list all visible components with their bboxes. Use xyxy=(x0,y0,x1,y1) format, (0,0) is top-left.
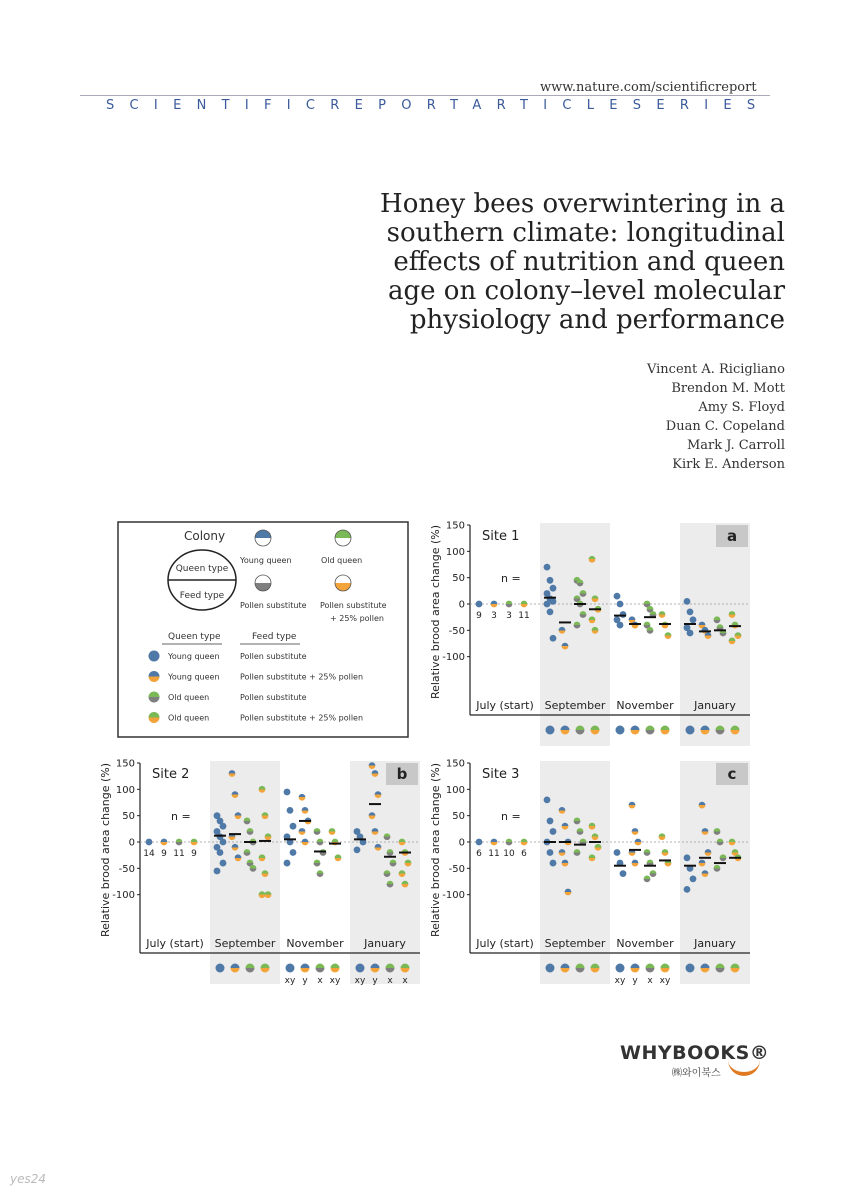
data-point xyxy=(521,601,528,608)
data-point xyxy=(702,870,709,877)
group-swatch xyxy=(686,726,695,735)
group-swatch xyxy=(616,726,625,735)
group-swatch xyxy=(216,964,225,973)
shaded-month-column xyxy=(210,761,280,984)
legend-row-feed: Pollen substitute xyxy=(240,693,307,702)
category-label: September xyxy=(544,699,606,712)
data-point xyxy=(250,865,257,872)
panel-letter: a xyxy=(726,527,738,545)
data-point xyxy=(235,854,242,861)
data-point xyxy=(632,828,639,835)
data-point xyxy=(559,807,566,814)
data-point xyxy=(550,585,557,592)
significance-letter: xy xyxy=(354,976,366,986)
data-point xyxy=(402,881,409,888)
data-point xyxy=(399,839,406,846)
legend-young-queen-label: Young queen xyxy=(240,556,292,565)
legend-pollen-substitute-label: Pollen substitute xyxy=(240,601,307,610)
data-point xyxy=(547,849,554,856)
legend-col-feed: Feed type xyxy=(252,632,297,642)
n-count: 9 xyxy=(476,611,482,621)
data-point xyxy=(375,791,382,798)
data-point xyxy=(375,844,382,851)
data-point xyxy=(387,849,394,856)
data-point xyxy=(580,590,587,597)
n-count: 9 xyxy=(161,849,167,859)
data-point xyxy=(702,828,709,835)
y-axis-label: Relative brood area change (%) xyxy=(429,524,442,700)
data-point xyxy=(574,622,581,629)
data-point xyxy=(592,833,599,840)
y-axis-label: Relative brood area change (%) xyxy=(429,762,442,938)
y-tick-label: 100 xyxy=(445,784,465,796)
legend-row-queen: Old queen xyxy=(168,713,210,723)
data-point xyxy=(369,762,376,769)
data-point xyxy=(232,844,239,851)
data-point xyxy=(574,849,581,856)
data-point xyxy=(550,598,557,605)
group-swatch xyxy=(261,964,270,973)
data-point xyxy=(577,580,584,587)
category-label: November xyxy=(286,937,344,950)
data-point xyxy=(547,609,554,616)
n-count: 9 xyxy=(191,849,197,859)
y-tick-label: 50 xyxy=(122,811,135,823)
group-swatch xyxy=(231,964,240,973)
n-count: 3 xyxy=(491,611,497,621)
data-point xyxy=(335,854,342,861)
significance-letter: y xyxy=(632,976,638,986)
group-swatch xyxy=(356,964,365,973)
data-point xyxy=(662,622,669,629)
data-point xyxy=(247,828,254,835)
data-point xyxy=(384,870,391,877)
group-swatch xyxy=(646,964,655,973)
group-swatch xyxy=(716,964,725,973)
shaded-month-column xyxy=(680,761,750,984)
group-swatch xyxy=(561,726,570,735)
data-point xyxy=(302,807,309,814)
y-tick-label: -50 xyxy=(448,625,465,637)
data-point xyxy=(244,818,251,825)
data-point xyxy=(589,823,596,830)
y-tick-label: 100 xyxy=(115,784,135,796)
data-point xyxy=(699,802,706,809)
data-point xyxy=(317,839,324,846)
legend-row-swatch xyxy=(149,692,160,703)
significance-letter: y xyxy=(372,976,378,986)
data-point xyxy=(714,865,721,872)
category-label: January xyxy=(694,937,736,950)
data-point xyxy=(399,870,406,877)
data-point xyxy=(320,849,327,856)
data-point xyxy=(384,833,391,840)
data-point xyxy=(617,601,624,608)
y-tick-label: -50 xyxy=(118,863,135,875)
data-point xyxy=(720,854,727,861)
n-count: 11 xyxy=(518,611,530,621)
y-tick-label: 50 xyxy=(452,573,465,585)
author-name: Kirk E. Anderson xyxy=(672,457,785,472)
legend-pollen-25-label-2: + 25% pollen xyxy=(330,614,384,623)
legend-row-queen: Old queen xyxy=(168,693,210,702)
data-point xyxy=(302,839,309,846)
publisher-logo xyxy=(620,1042,770,1079)
author-name: Mark J. Carroll xyxy=(686,438,785,453)
data-point xyxy=(372,770,379,777)
group-swatch xyxy=(591,726,600,735)
group-swatch xyxy=(576,726,585,735)
data-point xyxy=(635,839,642,846)
data-point xyxy=(589,556,596,563)
significance-letter: xy xyxy=(614,976,626,986)
legend-old-queen-swatch xyxy=(335,530,351,546)
group-swatch xyxy=(716,726,725,735)
category-label: November xyxy=(616,937,674,950)
shaded-month-column xyxy=(540,523,610,746)
data-point xyxy=(562,823,569,830)
data-point xyxy=(506,601,513,608)
y-tick-label: 0 xyxy=(128,837,135,849)
data-point xyxy=(317,870,324,877)
data-point xyxy=(220,839,227,846)
data-point xyxy=(577,828,584,835)
significance-letter: x xyxy=(387,976,393,986)
group-swatch xyxy=(701,726,710,735)
chart-panel-c xyxy=(429,759,750,987)
data-point xyxy=(290,823,297,830)
data-point xyxy=(259,891,266,898)
legend-box xyxy=(118,522,408,737)
data-point xyxy=(290,849,297,856)
y-tick-label: -100 xyxy=(442,652,465,664)
legend-pollen-substitute-swatch xyxy=(255,575,271,591)
group-swatch xyxy=(686,964,695,973)
chart-panel-a xyxy=(429,521,750,747)
data-point xyxy=(161,839,168,846)
data-point xyxy=(574,818,581,825)
data-point xyxy=(729,839,736,846)
data-point xyxy=(690,616,697,623)
data-point xyxy=(506,839,513,846)
n-label: n = xyxy=(501,572,521,585)
n-label: n = xyxy=(501,810,521,823)
data-point xyxy=(644,849,651,856)
n-count: 14 xyxy=(143,849,155,859)
data-point xyxy=(644,875,651,882)
data-point xyxy=(614,849,621,856)
legend-row-feed: Pollen substitute xyxy=(240,652,307,661)
significance-letter: xy xyxy=(284,976,296,986)
data-point xyxy=(191,839,198,846)
n-count: 11 xyxy=(173,849,185,859)
data-point xyxy=(665,632,672,639)
author-name: Duan C. Copeland xyxy=(665,419,785,434)
author-name: Brendon M. Mott xyxy=(671,381,785,396)
legend-old-queen-label: Old queen xyxy=(321,556,363,565)
data-point xyxy=(559,849,566,856)
data-point xyxy=(614,593,621,600)
group-swatch xyxy=(661,726,670,735)
data-point xyxy=(405,860,412,867)
author-name: Amy S. Floyd xyxy=(698,400,785,415)
n-count: 3 xyxy=(506,611,512,621)
group-swatch xyxy=(701,964,710,973)
data-point xyxy=(632,622,639,629)
data-point xyxy=(176,839,183,846)
legend-col-queen: Queen type xyxy=(168,632,221,642)
data-point xyxy=(214,868,221,875)
group-swatch xyxy=(661,964,670,973)
data-point xyxy=(659,833,666,840)
significance-letter: y xyxy=(302,976,308,986)
data-point xyxy=(562,643,569,650)
y-tick-label: -100 xyxy=(442,890,465,902)
data-point xyxy=(714,616,721,623)
data-point xyxy=(705,849,712,856)
data-point xyxy=(592,595,599,602)
data-point xyxy=(372,828,379,835)
legend-frame xyxy=(118,522,408,737)
data-point xyxy=(369,812,376,819)
legend-diagram-queen: Queen type xyxy=(175,564,229,574)
category-label: September xyxy=(544,937,606,950)
legend-row-swatch xyxy=(149,671,160,682)
data-point xyxy=(544,796,551,803)
y-tick-label: 0 xyxy=(458,599,465,611)
data-point xyxy=(620,611,627,618)
legend-colony-label: Colony xyxy=(184,529,226,543)
data-point xyxy=(265,891,272,898)
data-point xyxy=(265,833,272,840)
data-point xyxy=(659,611,666,618)
data-point xyxy=(491,601,498,608)
group-swatch xyxy=(591,964,600,973)
group-swatch xyxy=(631,964,640,973)
legend-row-queen: Young queen xyxy=(168,672,220,682)
data-point xyxy=(732,622,739,629)
category-label: January xyxy=(364,937,406,950)
y-tick-label: 150 xyxy=(445,520,465,532)
n-count: 6 xyxy=(521,849,527,859)
n-label: n = xyxy=(171,810,191,823)
data-point xyxy=(620,870,627,877)
data-point xyxy=(262,812,269,819)
data-point xyxy=(547,577,554,584)
data-point xyxy=(390,860,397,867)
publisher-swoosh-icon xyxy=(728,1060,760,1076)
data-point xyxy=(220,823,227,830)
data-point xyxy=(562,860,569,867)
y-tick-label: 100 xyxy=(445,546,465,558)
group-swatch xyxy=(246,964,255,973)
group-swatch xyxy=(316,964,325,973)
n-count: 10 xyxy=(503,849,515,859)
data-point xyxy=(284,860,291,867)
group-swatch xyxy=(546,964,555,973)
group-swatch xyxy=(546,726,555,735)
data-point xyxy=(299,828,306,835)
data-point xyxy=(662,849,669,856)
panel-letter: c xyxy=(727,765,737,783)
y-tick-label: 50 xyxy=(452,811,465,823)
data-point xyxy=(476,839,483,846)
data-point xyxy=(717,839,724,846)
series-banner: SCIENTIFICREPORTARTICLESERIES xyxy=(106,98,771,113)
data-point xyxy=(547,818,554,825)
y-tick-label: 150 xyxy=(115,758,135,770)
data-point xyxy=(565,889,572,896)
data-point xyxy=(491,839,498,846)
data-point xyxy=(714,828,721,835)
group-swatch xyxy=(301,964,310,973)
group-swatch xyxy=(331,964,340,973)
data-point xyxy=(244,849,251,856)
data-point xyxy=(329,828,336,835)
group-swatch xyxy=(646,726,655,735)
data-point xyxy=(314,860,321,867)
group-swatch xyxy=(286,964,295,973)
significance-letter: x xyxy=(402,976,408,986)
y-tick-label: -100 xyxy=(112,890,135,902)
data-point xyxy=(544,601,551,608)
journal-url[interactable]: www.nature.com/scientificreport xyxy=(540,80,757,95)
data-point xyxy=(650,870,657,877)
legend-pollen-25-swatch xyxy=(335,575,351,591)
legend-pollen-25-label-1: Pollen substitute xyxy=(320,601,387,610)
data-point xyxy=(684,886,691,893)
data-point xyxy=(632,860,639,867)
site-label: Site 3 xyxy=(482,767,520,782)
significance-letter: x xyxy=(317,976,323,986)
data-point xyxy=(735,632,742,639)
category-label: July (start) xyxy=(476,937,534,950)
significance-letter: xy xyxy=(329,976,341,986)
data-point xyxy=(550,828,557,835)
data-point xyxy=(647,627,654,634)
legend-row-swatch xyxy=(149,712,160,723)
data-point xyxy=(521,839,528,846)
data-point xyxy=(592,627,599,634)
data-point xyxy=(259,854,266,861)
data-point xyxy=(595,844,602,851)
site-label: Site 2 xyxy=(152,767,190,782)
data-point xyxy=(387,881,394,888)
data-point xyxy=(729,637,736,644)
group-swatch xyxy=(561,964,570,973)
category-label: July (start) xyxy=(146,937,204,950)
legend-row-queen: Young queen xyxy=(168,652,220,661)
significance-letter: xy xyxy=(659,976,671,986)
data-point xyxy=(687,609,694,616)
data-point xyxy=(284,789,291,796)
data-point xyxy=(299,794,306,801)
legend-row-feed: Pollen substitute + 25% pollen xyxy=(240,672,364,682)
group-swatch xyxy=(386,964,395,973)
significance-letter: x xyxy=(647,976,653,986)
data-point xyxy=(729,611,736,618)
data-point xyxy=(259,786,266,793)
data-point xyxy=(550,635,557,642)
article-title: Honey bees overwintering in a southern climate: longitudinal effects of nutrition and queen age on colony–level molecular physiology and performance xyxy=(380,189,785,335)
data-point xyxy=(705,632,712,639)
data-point xyxy=(544,564,551,571)
data-point xyxy=(232,791,239,798)
site-label: Site 1 xyxy=(482,529,520,544)
category-label: September xyxy=(214,937,276,950)
group-swatch xyxy=(371,964,380,973)
group-swatch xyxy=(576,964,585,973)
category-label: July (start) xyxy=(476,699,534,712)
data-point xyxy=(690,875,697,882)
data-point xyxy=(229,770,236,777)
author-name: Vincent A. Ricigliano xyxy=(646,362,785,377)
publisher-subname: ㈱와이북스 xyxy=(672,1068,721,1079)
data-point xyxy=(580,611,587,618)
group-swatch xyxy=(731,726,740,735)
shaded-month-column xyxy=(540,761,610,984)
data-point xyxy=(589,616,596,623)
y-axis-label: Relative brood area change (%) xyxy=(99,762,112,938)
data-point xyxy=(217,849,224,856)
y-tick-label: 0 xyxy=(458,837,465,849)
watermark: yes24 xyxy=(10,1172,47,1186)
data-point xyxy=(476,601,483,608)
data-point xyxy=(220,860,227,867)
data-point xyxy=(699,860,706,867)
data-point xyxy=(684,598,691,605)
legend-young-queen-swatch xyxy=(255,530,271,546)
data-point xyxy=(262,870,269,877)
legend-diagram-feed: Feed type xyxy=(179,591,225,601)
group-swatch xyxy=(631,726,640,735)
n-count: 6 xyxy=(476,849,482,859)
data-point xyxy=(559,627,566,634)
data-point xyxy=(287,807,294,814)
legend-row-feed: Pollen substitute + 25% pollen xyxy=(240,713,364,723)
category-label: November xyxy=(616,699,674,712)
data-point xyxy=(146,839,153,846)
data-point xyxy=(684,854,691,861)
data-point xyxy=(589,854,596,861)
data-point xyxy=(617,622,624,629)
group-swatch xyxy=(401,964,410,973)
data-point xyxy=(314,828,321,835)
publisher-name: WHYBOOKS® xyxy=(620,1042,770,1064)
group-swatch xyxy=(616,964,625,973)
legend-row-swatch xyxy=(149,651,160,662)
y-tick-label: 150 xyxy=(445,758,465,770)
category-label: January xyxy=(694,699,736,712)
panel-letter: b xyxy=(396,765,408,783)
y-tick-label: -50 xyxy=(448,863,465,875)
chart-panel-b xyxy=(99,759,420,987)
n-count: 11 xyxy=(488,849,500,859)
data-point xyxy=(235,812,242,819)
group-swatch xyxy=(731,964,740,973)
data-point xyxy=(550,860,557,867)
data-point xyxy=(354,847,361,854)
data-point xyxy=(629,802,636,809)
data-point xyxy=(687,630,694,637)
